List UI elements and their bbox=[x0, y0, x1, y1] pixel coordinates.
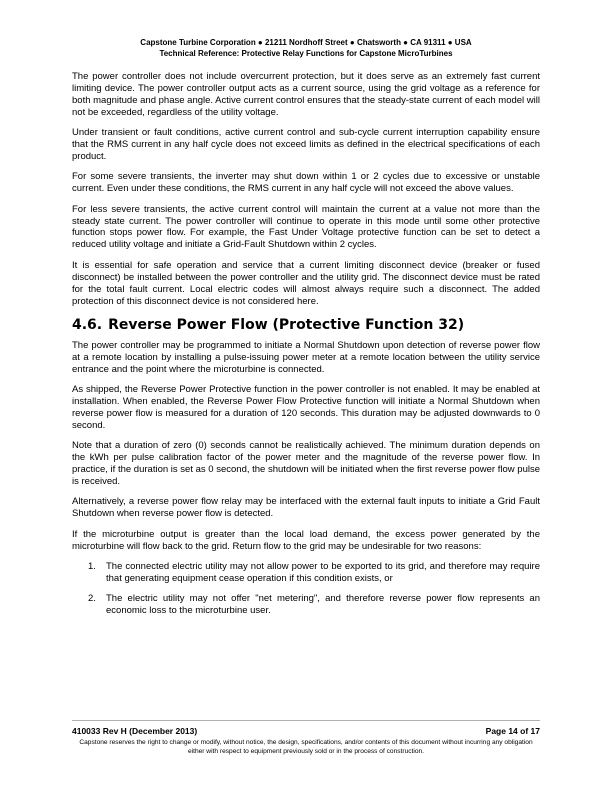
body-paragraph: For some severe transients, the inverter may shut down within 1 or 2 cycles due to excessive or unstable current. Even under these conditions, the RMS current in any half cycle will not exceed the above values. bbox=[72, 171, 540, 195]
document-revision: 410033 Rev H (December 2013) bbox=[72, 726, 198, 736]
list-item bbox=[72, 593, 540, 617]
page-number: Page 14 of 17 bbox=[485, 726, 540, 736]
list-item-number: 1. bbox=[88, 561, 96, 572]
body-paragraph: Note that a duration of zero (0) seconds cannot be realistically achieved. The minimum duration depends on the kWh per pulse calibration factor of the power meter and the magnitude of the reverse power flow. In practice, if the duration is set as 0 second, the shutdown will be initiated when the first reverse power flow pulse is received. bbox=[72, 440, 540, 487]
body-paragraph: If the microturbine output is greater than the local load demand, the excess power generated by the microturbine will flow back to the grid. Return flow to the grid may be undesirable for two reasons: bbox=[72, 528, 540, 552]
page-header bbox=[0, 37, 612, 59]
numbered-list bbox=[72, 561, 540, 617]
list-item-text: The electric utility may not offer "net metering", and therefore reverse power flow represents an economic loss to the microturbine user. bbox=[106, 592, 540, 616]
header-address: Capstone Turbine Corporation ● 21211 Nordhoff Street ● Chatsworth ● CA 91311 ● USA bbox=[140, 38, 472, 47]
body-paragraph: The power controller may be programmed to initiate a Normal Shutdown upon detection of reverse power flow at a remote location by installing a pulse-issuing power meter at a remote location between the utility service entrance and the point where the microturbine is connected. bbox=[72, 339, 540, 375]
section-heading bbox=[72, 316, 540, 334]
list-item bbox=[72, 561, 540, 585]
footer-row bbox=[72, 726, 540, 737]
section-title: Reverse Power Flow (Protective Function 32) bbox=[108, 316, 465, 333]
body-paragraph: For less severe transients, the active current control will maintain the current at a value not more than the steady state current. The power controller will continue to operate in this mode until some other protective function stops power flow. For example, the Fast Under Voltage protective function can be set to detect a reduced utility voltage and initiate a Grid-Fault Shutdown within 2 cycles. bbox=[72, 203, 540, 251]
list-item-text: The connected electric utility may not allow power to be exported to its grid, and therefore may require that generating equipment cease operation if this condition exists, or bbox=[106, 561, 540, 584]
footer-disclaimer: Capstone reserves the right to change or modify, without notice, the design, specifications, and/or contents of this document without incurring any obligation either with respect to equipment previously sold or in the process of construction. bbox=[79, 739, 533, 755]
list-item-number: 2. bbox=[88, 592, 96, 604]
body-paragraph: Under transient or fault conditions, active current control and sub-cycle current interruption capability ensure that the RMS current in any half cycle does not exceed limits as defined in the electrical specifications of each product. bbox=[72, 127, 540, 162]
body-paragraph: The power controller does not include overcurrent protection, but it does serve as an extremely fast current limiting device. The power controller output acts as a current source, using the grid voltage as a reference for both magnitude and phase angle. Active current control ensures that the steady-state current of each model will not be exceeded, regardless of the utility voltage. bbox=[72, 71, 540, 118]
body-paragraph: It is essential for safe operation and service that a current limiting disconnect device (breaker or fused disconnect) be installed between the power controller and the utility grid. The disconnect device must be rated for the total fault current. Local electric codes will almost always require such a disconnect. The added protection of this disconnect device is not considered here. bbox=[72, 259, 540, 307]
body-paragraph: Alternatively, a reverse power flow relay may be interfaced with the external fault inputs to initiate a Grid Fault Shutdown when reverse power flow is detected. bbox=[72, 496, 540, 520]
page-footer bbox=[72, 726, 540, 756]
header-document-title: Technical Reference: Protective Relay Functions for Capstone MicroTurbines bbox=[159, 49, 453, 58]
page-body bbox=[72, 71, 540, 625]
section-number: 4.6. bbox=[72, 316, 103, 333]
footer-divider bbox=[72, 720, 540, 721]
body-paragraph: As shipped, the Reverse Power Protective function in the power controller is not enabled. It may be enabled at installation. When enabled, the Reverse Power Flow Protective function will initiate a Normal Shutdown when reverse power flow is measured for a duration of 120 seconds. This duration may be adjusted downwards to 0 second. bbox=[72, 384, 540, 431]
